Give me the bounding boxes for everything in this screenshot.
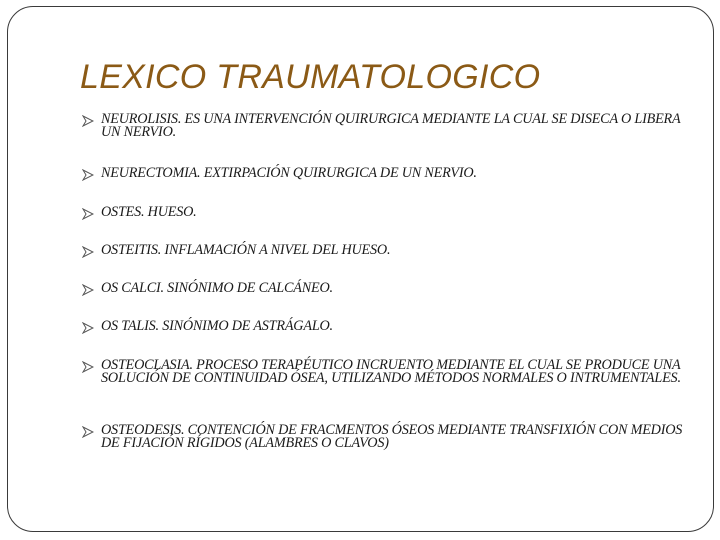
list-item bbox=[82, 167, 697, 180]
list-item-text: NEURECTOMIA. EXTIRPACIÓN QUIRURGICA DE UN NERVIO. bbox=[101, 165, 477, 181]
list-item-text: NEUROLISIS. ES UNA INTERVENCIÓN QUIRURGICA MEDIANTE LA CUAL SE DISECA O LIBERA UN NERVIO. bbox=[101, 111, 681, 140]
arrow-bullet-icon bbox=[82, 322, 94, 334]
arrow-bullet-icon bbox=[82, 208, 94, 220]
list-item bbox=[82, 282, 697, 295]
arrow-bullet-icon bbox=[82, 115, 94, 127]
list-item bbox=[82, 359, 697, 385]
list-item bbox=[82, 424, 697, 450]
arrow-bullet-icon bbox=[82, 284, 94, 296]
list-item-text: OSTEITIS. INFLAMACIÓN A NIVEL DEL HUESO. bbox=[101, 242, 391, 258]
arrow-bullet-icon bbox=[82, 169, 94, 181]
list-item bbox=[82, 244, 697, 257]
list-item-text: OSTES. HUESO. bbox=[101, 204, 197, 220]
list-item bbox=[82, 206, 697, 219]
slide-title: LEXICO TRAUMATOLOGICO bbox=[80, 58, 541, 96]
list-item-text: OSTEODESIS. CONTENCIÓN DE FRACMENTOS ÓSEOS MEDIANTE TRANSFIXIÓN CON MEDIOS DE FIJACIÓN RÍGIDOS (ALAMBRES O CLAVOS) bbox=[101, 422, 683, 451]
list-item-text: OS CALCI. SINÓNIMO DE CALCÁNEO. bbox=[101, 280, 333, 296]
list-item bbox=[82, 320, 697, 333]
list-item bbox=[82, 113, 697, 139]
arrow-bullet-icon bbox=[82, 426, 94, 438]
list-item-text: OSTEOCLASIA. PROCESO TERAPÉUTICO INCRUENTO MEDIANTE EL CUAL SE PRODUCE UNA SOLUCIÓN DE CONTINUIDAD ÓSEA, UTILIZANDO MÉTODOS NORMALES O INTRUMENTALES. bbox=[101, 357, 681, 386]
arrow-bullet-icon bbox=[82, 246, 94, 258]
arrow-bullet-icon bbox=[82, 361, 94, 373]
list-item-text: OS TALIS. SINÓNIMO DE ASTRÁGALO. bbox=[101, 318, 333, 334]
